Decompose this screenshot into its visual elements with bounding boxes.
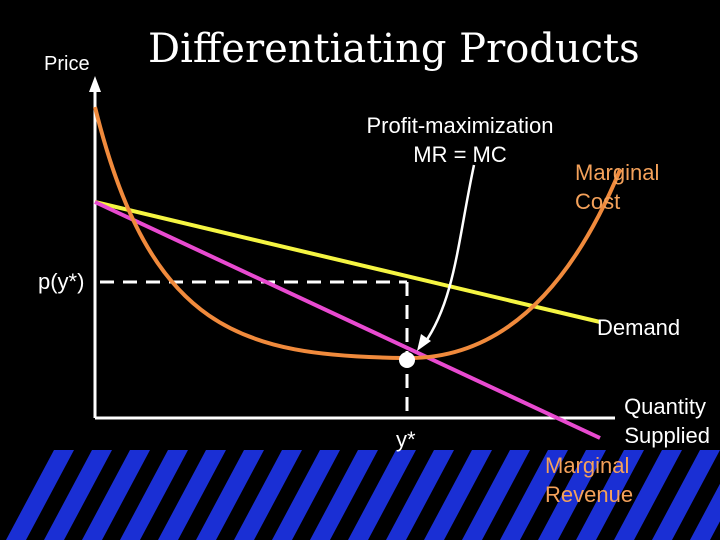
marginal-cost-label-2: Cost	[575, 189, 621, 214]
annotation-line-2: MR = MC	[413, 142, 507, 167]
marginal-revenue-line	[95, 202, 600, 438]
page-title: Differentiating Products	[148, 26, 640, 72]
quantity-supplied-label-2: Supplied	[624, 423, 710, 448]
marginal-cost-label-1: Marginal	[575, 160, 660, 185]
quantity-tick-label: y*	[396, 427, 416, 452]
price-tick-label: p(y*)	[38, 269, 85, 294]
marginal-revenue-label-2: Revenue	[545, 482, 634, 507]
marginal-revenue-label-1: Marginal	[545, 453, 630, 478]
y-axis-arrow	[89, 76, 101, 92]
annotation-arrow	[424, 165, 474, 344]
equilibrium-point	[399, 352, 415, 368]
demand-line	[95, 202, 600, 322]
quantity-supplied-label-1: Quantity	[624, 394, 706, 419]
marginal-cost-curve	[95, 107, 620, 358]
price-axis-label: Price	[44, 53, 90, 75]
annotation-line-1: Profit-maximization	[366, 113, 554, 138]
demand-label: Demand	[597, 315, 681, 340]
